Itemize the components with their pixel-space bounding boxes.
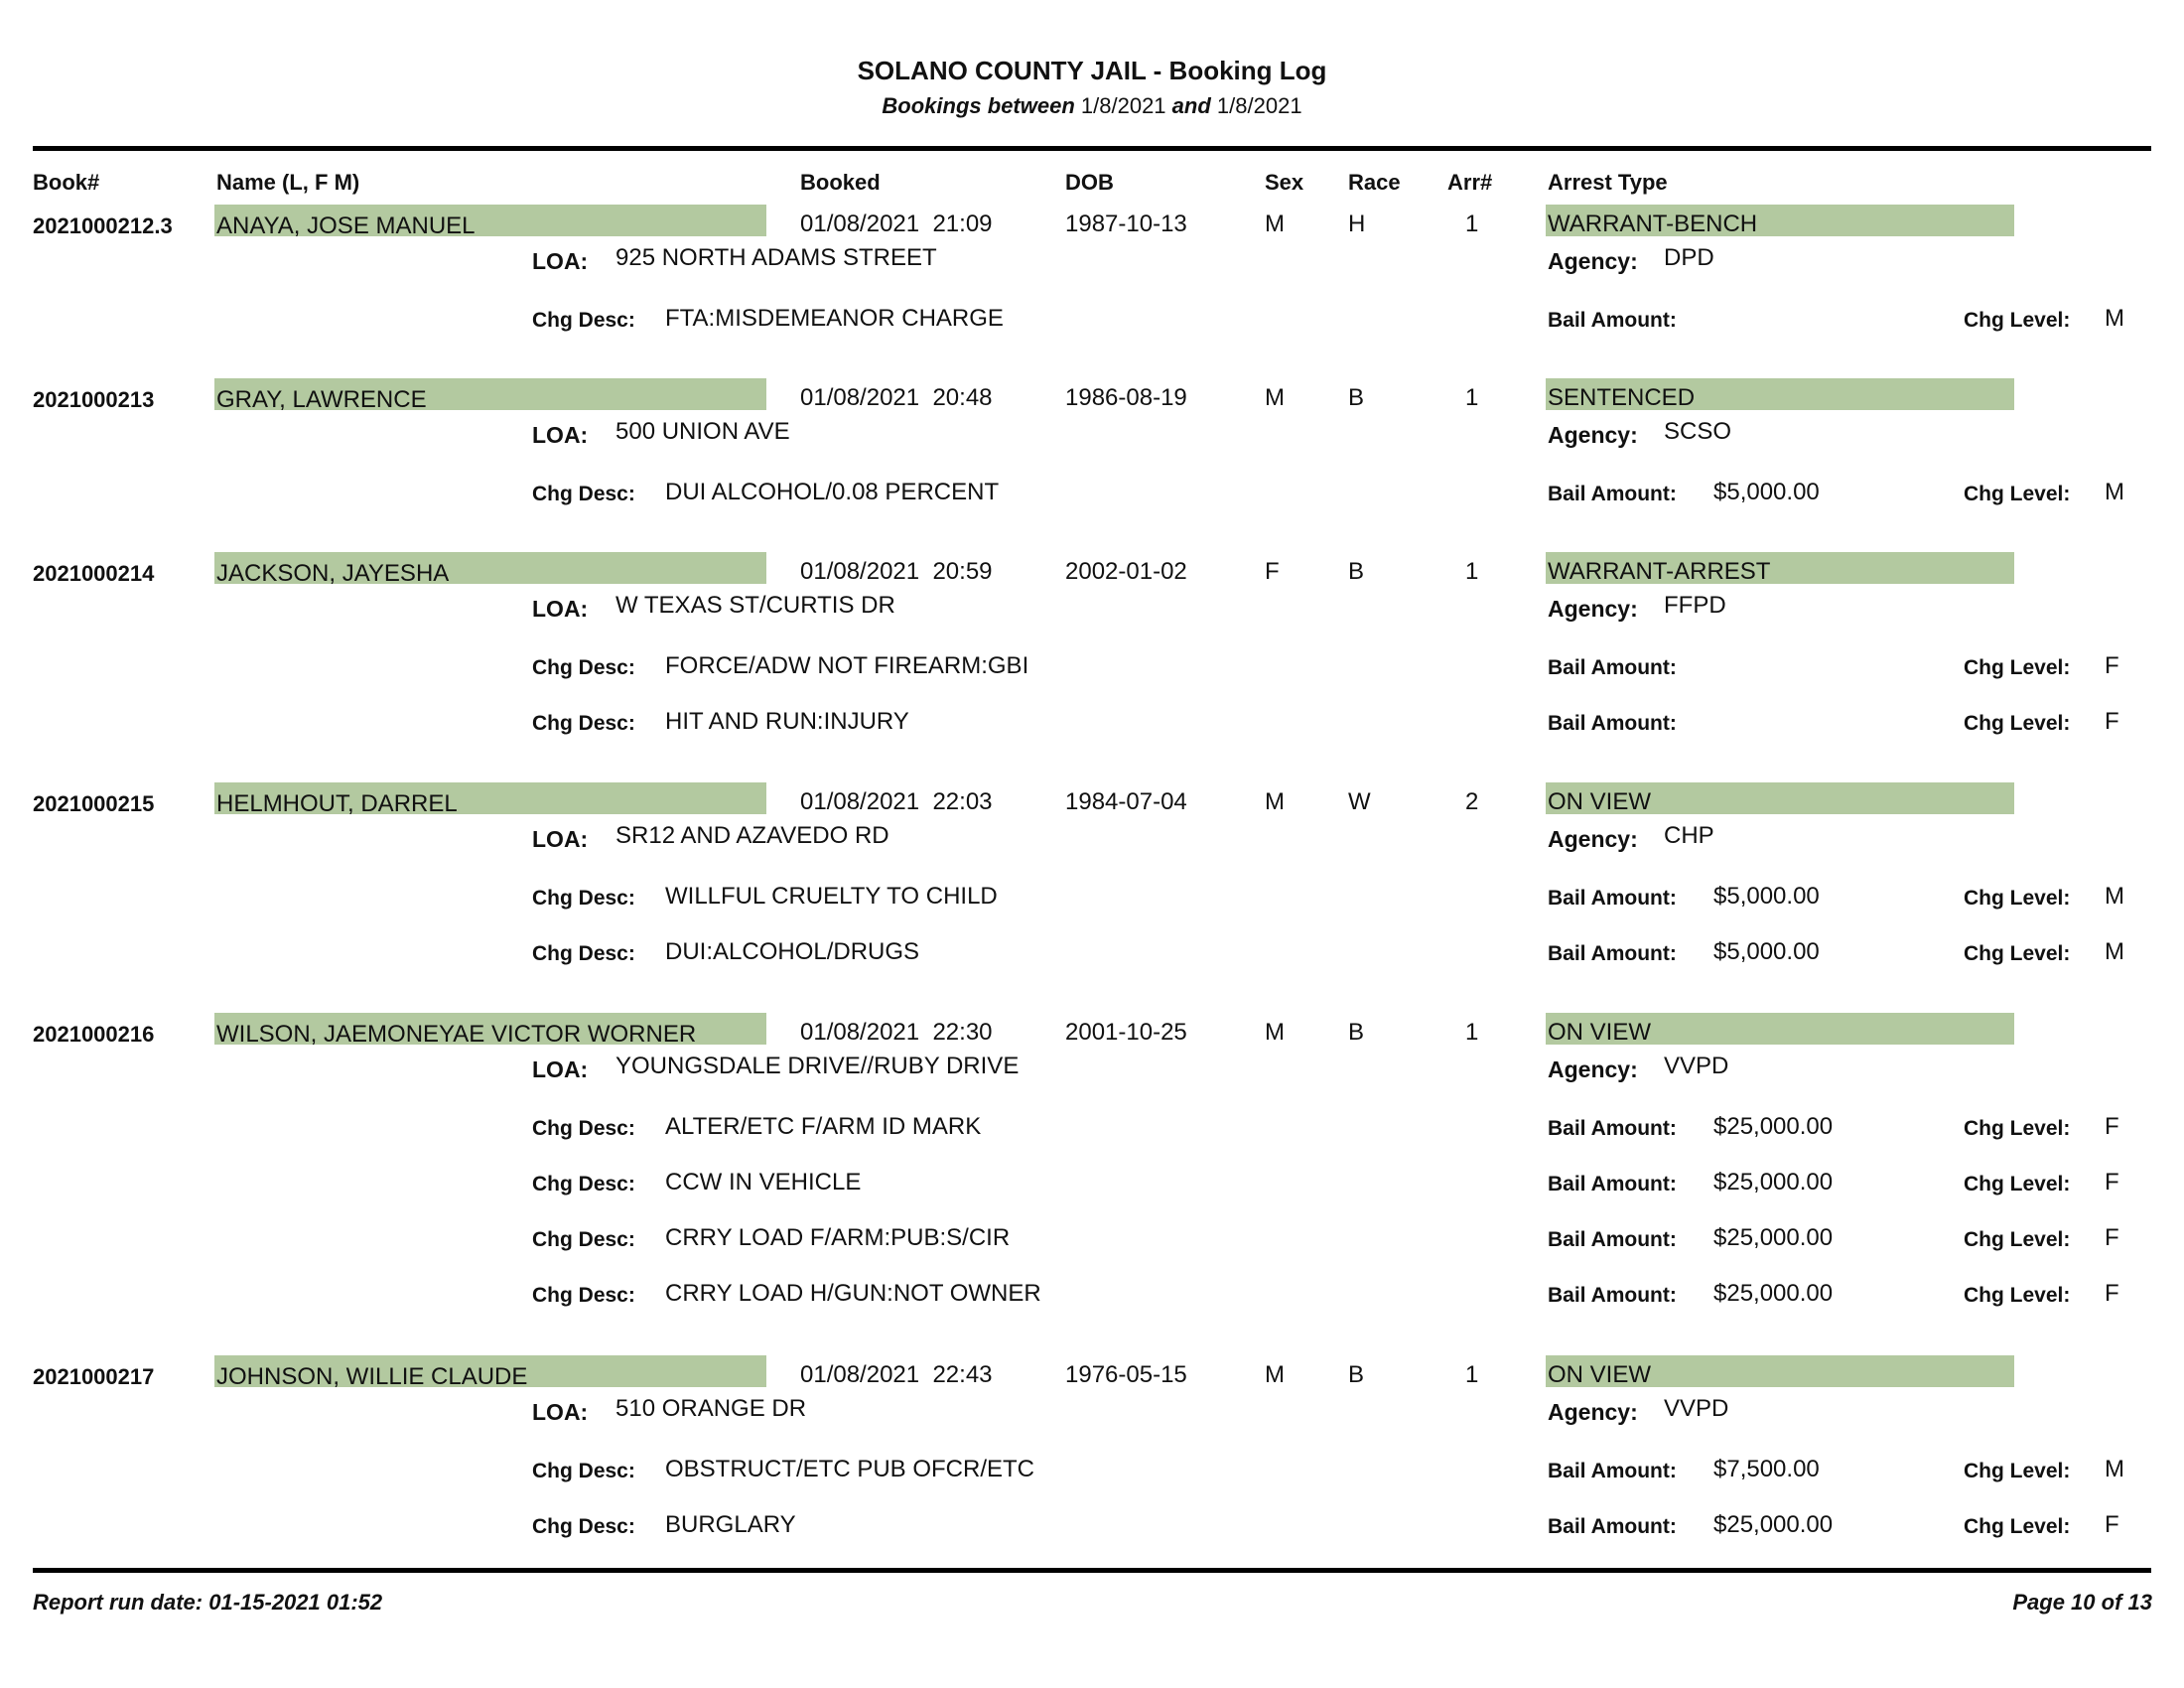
agency-label: Agency: — [1548, 596, 1638, 622]
date-of-birth: 1984-07-04 — [1065, 788, 1187, 815]
sex-value: M — [1265, 788, 1285, 815]
booked-datetime: 01/08/2021 22:43 — [800, 1361, 993, 1388]
race-value: W — [1348, 788, 1371, 815]
charge-row — [0, 1280, 2184, 1310]
column-header-race: Race — [1348, 170, 1401, 195]
charge-level: F — [2105, 1169, 2119, 1196]
arrest-count: 1 — [1465, 558, 1479, 585]
date-of-birth: 2002-01-02 — [1065, 558, 1187, 585]
arrest-type: SENTENCED — [1548, 384, 1696, 411]
bail-amount: $25,000.00 — [1713, 1224, 1834, 1251]
inmate-name: JACKSON, JAYESHA — [216, 560, 450, 587]
charge-level-label: Chg Level: — [1964, 1284, 2071, 1307]
charge-desc-label: Chg Desc: — [532, 1228, 635, 1251]
agency-label: Agency: — [1548, 422, 1638, 448]
bail-amount-label: Bail Amount: — [1548, 1173, 1677, 1196]
report-run-date: Report run date: 01-15-2021 01:52 — [33, 1590, 383, 1615]
charge-level: M — [2105, 305, 2124, 332]
charge-row — [0, 883, 2184, 913]
loa-label: LOA: — [532, 1056, 589, 1082]
date-of-birth: 2001-10-25 — [1065, 1019, 1187, 1046]
arrest-type: WARRANT-BENCH — [1548, 211, 1758, 237]
arrest-type: WARRANT-ARREST — [1548, 558, 1771, 585]
charge-desc-label: Chg Desc: — [532, 942, 635, 965]
charge-description: DUI ALCOHOL/0.08 PERCENT — [665, 479, 1000, 505]
charge-level: F — [2105, 1280, 2119, 1307]
footer-divider — [33, 1568, 2151, 1573]
inmate-name: WILSON, JAEMONEYAE VICTOR WORNER — [216, 1021, 697, 1048]
bail-amount-label: Bail Amount: — [1548, 1460, 1677, 1482]
booked-datetime: 01/08/2021 22:30 — [800, 1019, 993, 1046]
date-of-birth: 1987-10-13 — [1065, 211, 1187, 237]
arrest-count: 1 — [1465, 211, 1479, 237]
loa-value: W TEXAS ST/CURTIS DR — [615, 592, 895, 619]
charge-row — [0, 1511, 2184, 1541]
date-of-birth: 1976-05-15 — [1065, 1361, 1187, 1388]
agency-value: CHP — [1664, 822, 1714, 849]
book-number: 2021000217 — [33, 1364, 155, 1389]
race-value: B — [1348, 558, 1365, 585]
charge-desc-label: Chg Desc: — [532, 1284, 635, 1307]
agency-label: Agency: — [1548, 826, 1638, 852]
booking-record — [0, 1013, 2184, 1314]
agency-value: DPD — [1664, 244, 1714, 271]
booking-record — [0, 1355, 2184, 1545]
charge-desc-label: Chg Desc: — [532, 483, 635, 505]
race-value: B — [1348, 1019, 1365, 1046]
bail-amount: $25,000.00 — [1713, 1511, 1834, 1538]
arrest-type: ON VIEW — [1548, 1019, 1652, 1046]
charge-level-label: Chg Level: — [1964, 1515, 2071, 1538]
charge-row — [0, 652, 2184, 682]
charge-row — [0, 1169, 2184, 1198]
bail-amount: $25,000.00 — [1713, 1169, 1834, 1196]
column-header-dob: DOB — [1065, 170, 1114, 195]
start-date: 1/8/2021 — [1080, 93, 1166, 118]
charge-level-label: Chg Level: — [1964, 942, 2071, 965]
loa-value: 500 UNION AVE — [615, 418, 790, 445]
loa-label: LOA: — [532, 826, 589, 852]
bail-amount-label: Bail Amount: — [1548, 1515, 1677, 1538]
charge-row — [0, 305, 2184, 335]
sex-value: M — [1265, 384, 1285, 411]
column-header-book: Book# — [33, 170, 100, 195]
sex-value: M — [1265, 1361, 1285, 1388]
charge-level: M — [2105, 883, 2124, 910]
charge-description: BURGLARY — [665, 1511, 796, 1538]
agency-value: VVPD — [1664, 1395, 1729, 1422]
arrest-type: ON VIEW — [1548, 788, 1652, 815]
charge-description: FORCE/ADW NOT FIREARM:GBI — [665, 652, 1029, 679]
booked-datetime: 01/08/2021 22:03 — [800, 788, 993, 815]
book-number: 2021000212.3 — [33, 213, 173, 238]
charge-row — [0, 1224, 2184, 1254]
charge-level-label: Chg Level: — [1964, 712, 2071, 735]
end-date: 1/8/2021 — [1216, 93, 1302, 118]
inmate-name: JOHNSON, WILLIE CLAUDE — [216, 1363, 528, 1390]
bail-amount-label: Bail Amount: — [1548, 1228, 1677, 1251]
sex-value: M — [1265, 1019, 1285, 1046]
charge-desc-label: Chg Desc: — [532, 887, 635, 910]
charge-level: M — [2105, 938, 2124, 965]
bail-amount: $25,000.00 — [1713, 1280, 1834, 1307]
column-header-name: Name (L, F M) — [216, 170, 360, 195]
charge-description: CRRY LOAD H/GUN:NOT OWNER — [665, 1280, 1041, 1307]
charge-description: HIT AND RUN:INJURY — [665, 708, 909, 735]
arrest-count: 2 — [1465, 788, 1479, 815]
column-header-sex: Sex — [1265, 170, 1304, 195]
bail-amount-label: Bail Amount: — [1548, 1284, 1677, 1307]
bail-amount-label: Bail Amount: — [1548, 1117, 1677, 1140]
charge-desc-label: Chg Desc: — [532, 1117, 635, 1140]
bail-amount-label: Bail Amount: — [1548, 483, 1677, 505]
bail-amount-label: Bail Amount: — [1548, 656, 1677, 679]
charge-level: M — [2105, 1456, 2124, 1482]
charge-description: DUI:ALCOHOL/DRUGS — [665, 938, 920, 965]
charge-row — [0, 708, 2184, 738]
race-value: B — [1348, 384, 1365, 411]
arrest-count: 1 — [1465, 384, 1479, 411]
booked-datetime: 01/08/2021 21:09 — [800, 211, 993, 237]
loa-value: 925 NORTH ADAMS STREET — [615, 244, 937, 271]
charge-row — [0, 1456, 2184, 1485]
booked-datetime: 01/08/2021 20:59 — [800, 558, 993, 585]
bail-amount: $5,000.00 — [1713, 938, 1820, 965]
subtitle-and: and — [1171, 93, 1211, 118]
column-header-booked: Booked — [800, 170, 881, 195]
charge-level-label: Chg Level: — [1964, 1460, 2071, 1482]
charge-desc-label: Chg Desc: — [532, 1460, 635, 1482]
charge-description: OBSTRUCT/ETC PUB OFCR/ETC — [665, 1456, 1035, 1482]
page-number: Page 10 of 13 — [2012, 1590, 2152, 1615]
bail-amount-label: Bail Amount: — [1548, 309, 1677, 332]
race-value: H — [1348, 211, 1366, 237]
charge-level-label: Chg Level: — [1964, 483, 2071, 505]
charge-description: CCW IN VEHICLE — [665, 1169, 862, 1196]
loa-value: YOUNGSDALE DRIVE//RUBY DRIVE — [615, 1053, 1020, 1079]
charge-description: FTA:MISDEMEANOR CHARGE — [665, 305, 1004, 332]
charge-row — [0, 938, 2184, 968]
charge-level-label: Chg Level: — [1964, 1173, 2071, 1196]
loa-label: LOA: — [532, 596, 589, 622]
charge-level: F — [2105, 1511, 2119, 1538]
arrest-type: ON VIEW — [1548, 1361, 1652, 1388]
charge-level-label: Chg Level: — [1964, 887, 2071, 910]
charge-desc-label: Chg Desc: — [532, 1173, 635, 1196]
agency-label: Agency: — [1548, 1056, 1638, 1082]
book-number: 2021000214 — [33, 561, 155, 586]
bail-amount-label: Bail Amount: — [1548, 887, 1677, 910]
charge-level-label: Chg Level: — [1964, 1228, 2071, 1251]
loa-label: LOA: — [532, 248, 589, 274]
arrest-count: 1 — [1465, 1019, 1479, 1046]
charge-level: M — [2105, 479, 2124, 505]
charge-level: F — [2105, 652, 2119, 679]
charge-desc-label: Chg Desc: — [532, 309, 635, 332]
bail-amount: $7,500.00 — [1713, 1456, 1820, 1482]
column-header-arr: Arr# — [1447, 170, 1493, 195]
bail-amount: $5,000.00 — [1713, 883, 1820, 910]
subtitle-prefix: Bookings between — [882, 93, 1075, 118]
loa-label: LOA: — [532, 422, 589, 448]
booking-record — [0, 552, 2184, 742]
charge-row — [0, 479, 2184, 508]
agency-value: SCSO — [1664, 418, 1732, 445]
booking-record — [0, 782, 2184, 972]
bail-amount: $5,000.00 — [1713, 479, 1820, 505]
charge-level: F — [2105, 708, 2119, 735]
booking-record — [0, 378, 2184, 512]
charge-level-label: Chg Level: — [1964, 656, 2071, 679]
agency-label: Agency: — [1548, 248, 1638, 274]
loa-label: LOA: — [532, 1399, 589, 1425]
bail-amount-label: Bail Amount: — [1548, 942, 1677, 965]
race-value: B — [1348, 1361, 1365, 1388]
charge-description: ALTER/ETC F/ARM ID MARK — [665, 1113, 982, 1140]
agency-value: VVPD — [1664, 1053, 1729, 1079]
charge-description: CRRY LOAD F/ARM:PUB:S/CIR — [665, 1224, 1011, 1251]
book-number: 2021000216 — [33, 1022, 155, 1047]
column-header-arrest-type: Arrest Type — [1548, 170, 1668, 195]
sex-value: F — [1265, 558, 1280, 585]
charge-desc-label: Chg Desc: — [532, 1515, 635, 1538]
bail-amount: $25,000.00 — [1713, 1113, 1834, 1140]
charge-level-label: Chg Level: — [1964, 309, 2071, 332]
book-number: 2021000215 — [33, 791, 155, 816]
arrest-count: 1 — [1465, 1361, 1479, 1388]
report-title: SOLANO COUNTY JAIL - Booking Log — [857, 56, 1327, 85]
bail-amount-label: Bail Amount: — [1548, 712, 1677, 735]
inmate-name: HELMHOUT, DARREL — [216, 790, 458, 817]
booking-record — [0, 205, 2184, 339]
charge-level: F — [2105, 1113, 2119, 1140]
inmate-name: ANAYA, JOSE MANUEL — [216, 212, 476, 239]
agency-label: Agency: — [1548, 1399, 1638, 1425]
charge-description: WILLFUL CRUELTY TO CHILD — [665, 883, 998, 910]
book-number: 2021000213 — [33, 387, 155, 412]
agency-value: FFPD — [1664, 592, 1726, 619]
charge-desc-label: Chg Desc: — [532, 712, 635, 735]
inmate-name: GRAY, LAWRENCE — [216, 386, 427, 413]
loa-value: 510 ORANGE DR — [615, 1395, 807, 1422]
loa-value: SR12 AND AZAVEDO RD — [615, 822, 889, 849]
booked-datetime: 01/08/2021 20:48 — [800, 384, 993, 411]
charge-level: F — [2105, 1224, 2119, 1251]
sex-value: M — [1265, 211, 1285, 237]
date-of-birth: 1986-08-19 — [1065, 384, 1187, 411]
charge-desc-label: Chg Desc: — [532, 656, 635, 679]
charge-row — [0, 1113, 2184, 1143]
charge-level-label: Chg Level: — [1964, 1117, 2071, 1140]
